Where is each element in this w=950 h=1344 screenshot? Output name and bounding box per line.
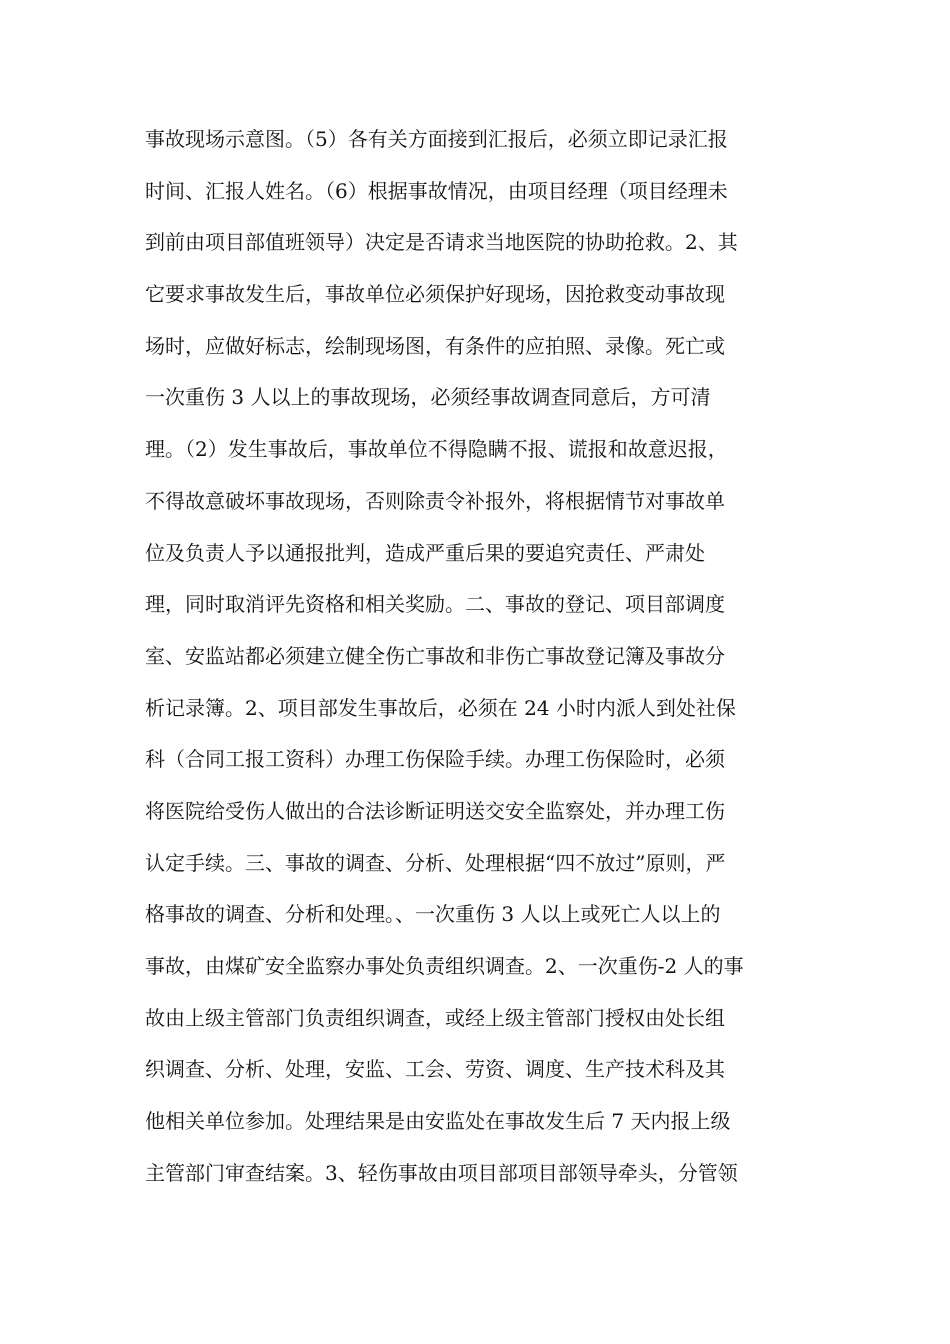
text-line: 场时，应做好标志，绘制现场图，有条件的应拍照、录像。死亡或	[145, 333, 725, 358]
text-line: 主管部门审查结案。3、轻伤事故由项目部项目部领导牵头，分管领	[145, 1160, 738, 1185]
text-line: 事故现场示意图。（5）各有关方面接到汇报后，必须立即记录汇报	[145, 127, 728, 151]
text-line: 理。（2）发生事故后，事故单位不得隐瞒不报、谎报和故意迟报，	[145, 437, 728, 462]
text-line: 事故，由煤矿安全监察办事处负责组织调查。2、一次重伤-2 人的事	[145, 954, 744, 978]
text-line: 它要求事故发生后，事故单位必须保护好现场，因抢救变动事故现	[145, 282, 725, 307]
text-line: 织调查、分析、处理，安监、工会、劳资、调度、生产技术科及其	[145, 1057, 725, 1082]
text-line: 一次重伤 3 人以上的事故现场，必须经事故调查同意后，方可清	[145, 385, 711, 410]
text-line: 他相关单位参加。处理结果是由安监处在事故发生后 7 天内报上级	[145, 1109, 731, 1134]
text-line: 不得故意破坏事故现场，否则除责令补报外，将根据情节对事故单	[145, 488, 725, 513]
text-line: 故由上级主管部门负责组织调查，或经上级主管部门授权由处长组	[145, 1005, 725, 1030]
text-line: 室、安监站都必须建立健全伤亡事故和非伤亡事故登记簿及事故分	[145, 643, 725, 668]
text-line: 认定手续。三、事故的调查、分析、处理根据“四不放过”原则，严	[145, 850, 726, 875]
text-line: 析记录簿。2、项目部发生事故后，必须在 24 小时内派人到处社保	[145, 695, 736, 720]
text-line: 时间、汇报人姓名。（6）根据事故情况，由项目经理（项目经理未	[145, 178, 728, 203]
text-line: 位及负责人予以通报批判，造成严重后果的要追究责任、严肃处	[145, 540, 705, 565]
text-line: 到前由项目部值班领导）决定是否请求当地医院的协助抢救。2、其	[145, 230, 738, 255]
text-line: 将医院给受伤人做出的合法诊断证明送交安全监察处，并办理工伤	[145, 798, 725, 823]
body-text	[145, 114, 815, 1199]
text-line: 科（合同工报工资科）办理工伤保险手续。办理工伤保险时，必须	[145, 747, 725, 772]
text-line: 理，同时取消评先资格和相关奖励。二、事故的登记、项目部调度	[145, 592, 725, 617]
text-line: 格事故的调查、分析和处理。、一次重伤 3 人以上或死亡人以上的	[145, 902, 721, 927]
